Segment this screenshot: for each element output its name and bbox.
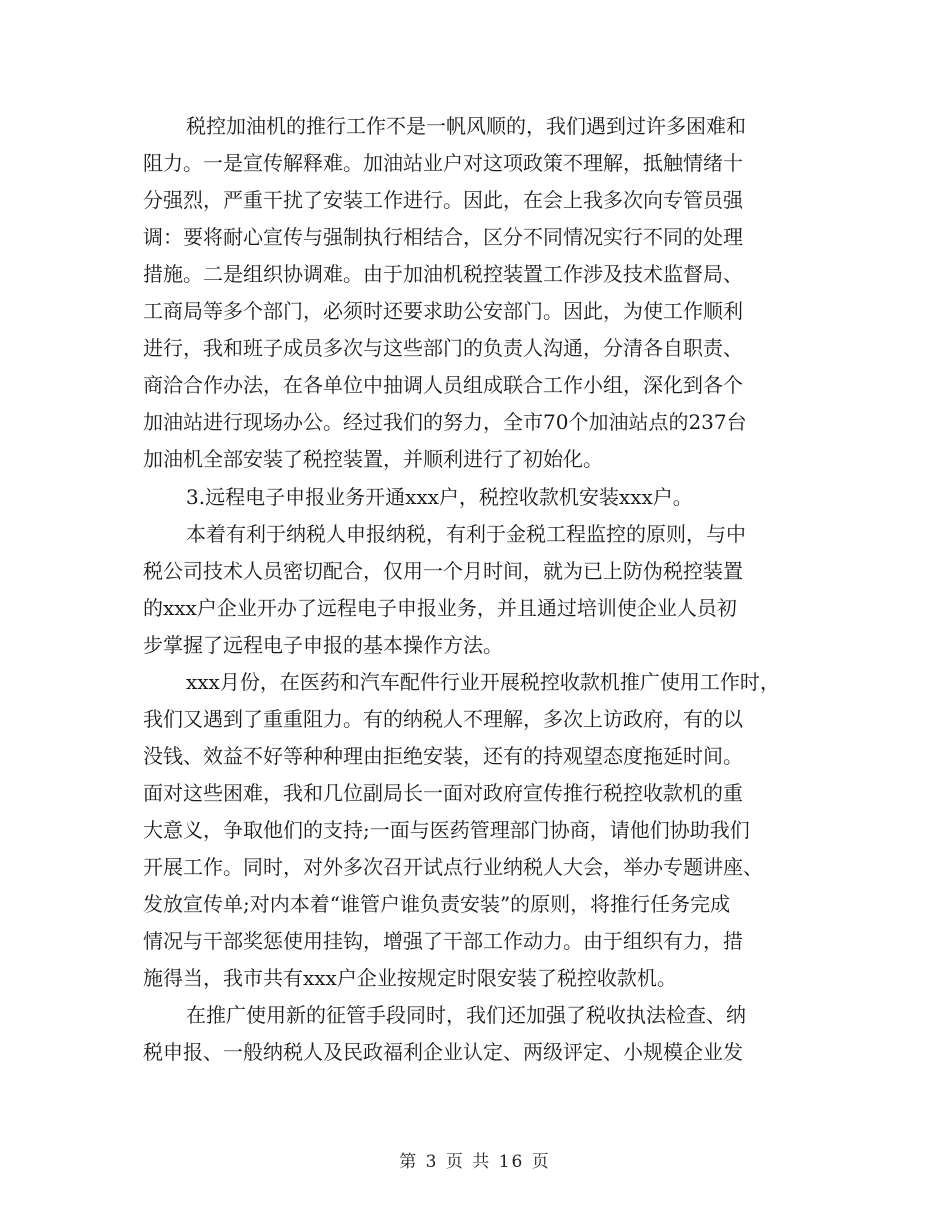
section-heading: 3.远程电子申报业务开通xxx户，税控收款机安装xxx户。 xyxy=(186,485,693,509)
body-line-14: 的xxx户企业开办了远程电子申报业务，并且通过培训使企业人员初 xyxy=(143,596,737,620)
body-line-7: 进行，我和班子成员多次与这些部门的负责人沟通，分清各自职责、 xyxy=(143,336,743,360)
body-line-12: 本着有利于纳税人申报纳税，有利于金税工程监控的原则，与中 xyxy=(186,522,746,546)
body-line-17: 我们又遇到了重重阻力。有的纳税人不理解，多次上访政府，有的以 xyxy=(143,707,743,731)
page-number-footer: 第 3 页 共 16 页 xyxy=(399,1152,551,1172)
body-line-10: 加油机全部安装了税控装置，并顺利进行了初始化。 xyxy=(143,447,603,471)
body-line-23: 情况与干部奖惩使用挂钩，增强了干部工作动力。由于组织有力，措 xyxy=(143,929,743,953)
body-line-15: 步掌握了远程电子申报的基本操作方法。 xyxy=(143,633,503,657)
body-line-9: 加油站进行现场办公。经过我们的努力，全市70个加油站点的237台 xyxy=(143,410,747,434)
body-line-6: 工商局等多个部门，必须时还要求助公安部门。因此，为使工作顺利 xyxy=(143,299,743,323)
body-line-24: 施得当，我市共有xxx户企业按规定时限安装了税控收款机。 xyxy=(143,966,677,990)
body-line-13: 税公司技术人员密切配合，仅用一个月时间，就为已上防伪税控装置 xyxy=(143,559,743,583)
body-line-21: 开展工作。同时，对外多次召开试点行业纳税人大会，举办专题讲座、 xyxy=(143,855,763,879)
body-line-16: xxx月份，在医药和汽车配件行业开展税控收款机推广使用工作时， xyxy=(186,670,780,694)
body-line-3: 分强烈，严重干扰了安装工作进行。因此，在会上我多次向专管员强 xyxy=(143,188,743,212)
body-line-8: 商洽合作办法，在各单位中抽调人员组成联合工作小组，深化到各个 xyxy=(143,373,743,397)
body-line-25: 在推广使用新的征管手段同时，我们还加强了税收执法检查、纳 xyxy=(186,1003,746,1027)
body-line-19: 面对这些困难，我和几位副局长一面对政府宣传推行税控收款机的重 xyxy=(143,781,743,805)
body-line-22: 发放宣传单;对内本着“谁管户谁负责安装”的原则，将推行任务完成 xyxy=(143,892,731,916)
body-line-4: 调：要将耐心宣传与强制执行相结合，区分不同情况实行不同的处理 xyxy=(143,225,743,249)
body-line-18: 没钱、效益不好等种种理由拒绝安装，还有的持观望态度拖延时间。 xyxy=(143,744,743,768)
body-line-1: 税控加油机的推行工作不是一帆风顺的，我们遇到过许多困难和 xyxy=(186,114,746,138)
body-line-2: 阻力。一是宣传解释难。加油站业户对这项政策不理解，抵触情绪十 xyxy=(143,151,743,175)
body-line-26: 税申报、一般纳税人及民政福利企业认定、两级评定、小规模企业发 xyxy=(143,1040,743,1064)
body-line-20: 大意义，争取他们的支持;一面与医药管理部门协商，请他们协助我们 xyxy=(143,818,750,842)
body-line-5: 措施。二是组织协调难。由于加油机税控装置工作涉及技术监督局、 xyxy=(143,262,743,286)
